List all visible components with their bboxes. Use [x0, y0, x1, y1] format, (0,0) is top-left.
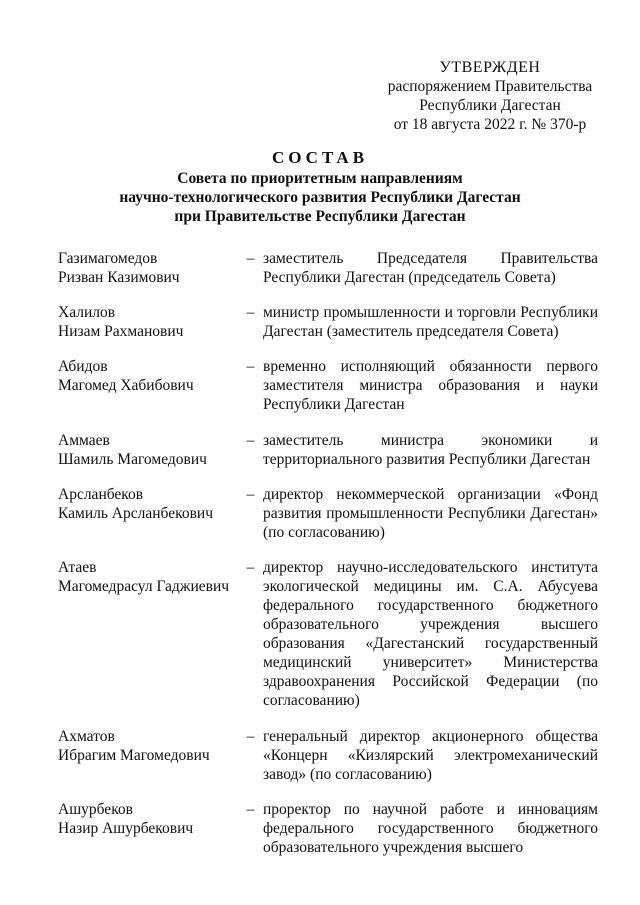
member-given-name: Ибрагим Магомедович — [58, 747, 210, 764]
member-name — [58, 558, 238, 710]
member-role: генеральный директор акционерного общества «Концерн «Кизлярский электромеханический завод» (по согласованию) — [263, 728, 598, 783]
member-row — [58, 558, 598, 710]
member-row — [58, 800, 598, 857]
member-dash: – — [246, 432, 255, 449]
member-given-name: Шамиль Магомедович — [58, 451, 207, 468]
member-role: директор некоммерческой организации «Фонд развития промышленности Республики Дагестан» (по согласованию) — [263, 486, 598, 541]
member-role: проректор по научной работе и инновациям федерального государственного бюджетного образовательного учреждения высшего — [263, 801, 598, 856]
member-surname: Газимагомедов — [58, 250, 158, 267]
approval-stamp — [370, 58, 610, 134]
member-surname: Ашурбеков — [58, 801, 134, 818]
member-dash: – — [246, 728, 255, 745]
member-dash: – — [246, 358, 255, 375]
member-surname: Арсланбеков — [58, 486, 144, 503]
member-dash: – — [246, 304, 255, 321]
members-list — [58, 249, 598, 857]
member-row — [58, 249, 598, 287]
member-surname: Халилов — [58, 304, 116, 321]
member-given-name: Камиль Арсланбекович — [58, 505, 213, 522]
approval-line: Республики Дагестан — [419, 97, 561, 114]
member-row — [58, 727, 598, 784]
member-role: министр промышленности и торговли Республики Дагестан (заместитель председателя Совета) — [263, 304, 598, 340]
member-given-name: Магомед Хабибович — [58, 377, 194, 394]
member-role: директор научно-исследовательского института экологической медицины им. С.А. Абусуева федерального государственного бюджетного образовательного учреждения высшего образования «Дагестанский государственный медицинский университет» Министерства здравоохранения Российской Федерации (по согласованию) — [263, 559, 598, 709]
member-dash: – — [246, 559, 255, 576]
document-title — [0, 147, 640, 226]
member-name — [58, 431, 238, 469]
title-line: при Правительстве Республики Дагестан — [174, 208, 466, 225]
member-role: временно исполняющий обязанности первого заместителя министра образования и науки Республики Дагестан — [263, 358, 598, 413]
member-surname: Атаев — [58, 559, 97, 576]
member-row — [58, 431, 598, 469]
member-name — [58, 800, 238, 857]
member-row — [58, 357, 598, 414]
title-line: Совета по приоритетным направлениям — [177, 170, 463, 187]
title-line: научно-технологического развития Республики Дагестан — [119, 189, 521, 206]
member-name — [58, 357, 238, 414]
member-given-name: Низам Рахманович — [58, 323, 184, 340]
member-name — [58, 303, 238, 341]
member-dash: – — [246, 486, 255, 503]
member-given-name: Назир Ашурбекович — [58, 820, 194, 837]
member-dash: – — [246, 250, 255, 267]
member-given-name: Магомедрасул Гаджиевич — [58, 578, 230, 595]
member-surname: Абидов — [58, 358, 108, 375]
member-role: заместитель Председателя Правительства Республики Дагестан (председатель Совета) — [263, 250, 598, 286]
member-role: заместитель министра экономики и территориального развития Республики Дагестан — [263, 432, 598, 468]
member-name — [58, 727, 238, 784]
approval-date: от 18 августа 2022 г. № 370-р — [393, 116, 587, 133]
member-name — [58, 485, 238, 542]
member-surname: Ахматов — [58, 728, 115, 745]
member-name — [58, 249, 238, 287]
approval-line: распоряжением Правительства — [387, 78, 593, 95]
member-given-name: Ризван Казимович — [58, 269, 180, 286]
title-main: СОСТАВ — [271, 148, 369, 167]
approval-heading: УТВЕРЖДЕН — [439, 59, 541, 76]
member-surname: Аммаев — [58, 432, 110, 449]
member-row — [58, 485, 598, 542]
member-dash: – — [246, 801, 255, 818]
member-row — [58, 303, 598, 341]
